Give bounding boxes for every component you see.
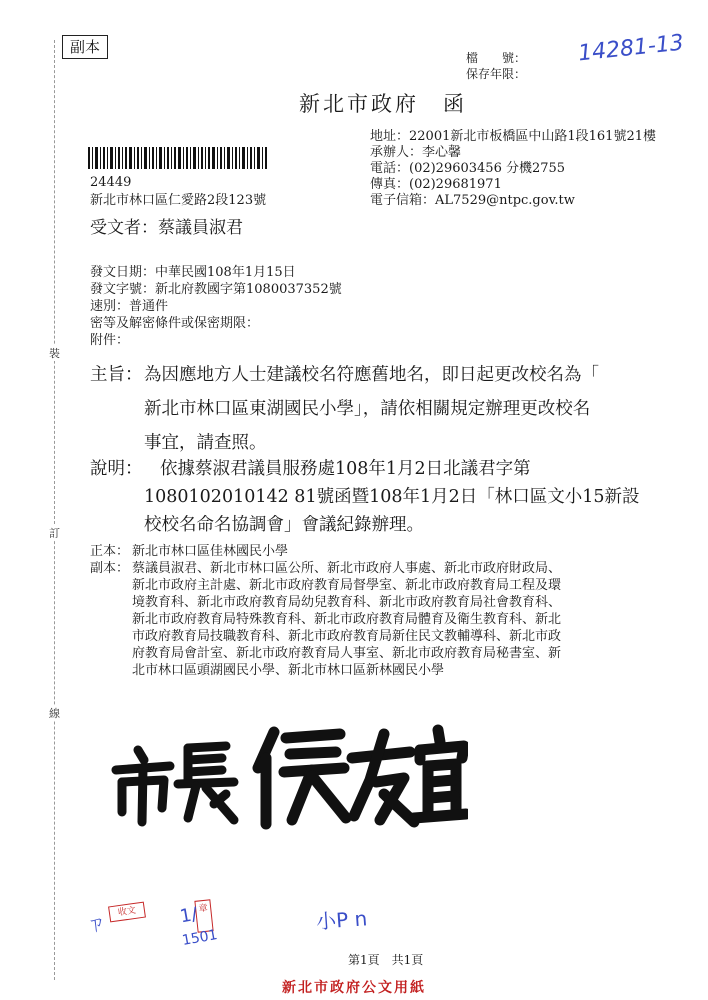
meta-secret: 密等及解密條件或保密期限： bbox=[90, 316, 260, 331]
primary-label: 正本： bbox=[90, 544, 130, 559]
subject-line-1: 為因應地方人士建議校名符應舊地名，即日起更改校名為「 bbox=[144, 365, 599, 385]
sender-email: 電子信箱：AL7529@ntpc.gov.tw bbox=[370, 193, 575, 208]
meta-speed: 速別：普通件 bbox=[90, 299, 169, 314]
page-number: 第1頁 共1頁 bbox=[348, 953, 424, 967]
copy-label: 副本 bbox=[62, 35, 108, 59]
recipient: 受文者：蔡議員淑君 bbox=[90, 218, 243, 238]
handwritten-file-no: 14281-13 bbox=[576, 30, 685, 67]
barcode-icon bbox=[88, 147, 268, 169]
red-stamp: 收文 bbox=[108, 902, 146, 923]
cc-line: 新北市政府主計處、新北市政府教育局督學室、新北市政府教育局工程及環 bbox=[132, 578, 562, 593]
explanation-line-2: 1080102010142 81號函暨108年1月2日「林口區文小15新設 bbox=[144, 487, 640, 507]
subject-label: 主旨： bbox=[90, 365, 143, 385]
cc-line: 府教育局會計室、新北市政府教育局人事室、新北市政府教育局秘書室、新 bbox=[132, 646, 562, 661]
page-title: 新北市政府 函 bbox=[299, 92, 467, 116]
cc-line: 境教育科、新北市政府教育局幼兒教育科、新北市政府教育局社會教育科、 bbox=[132, 595, 562, 610]
subject-line-3: 事宜，請查照。 bbox=[144, 433, 267, 453]
sender-phone: 電話：(02)29603456 分機2755 bbox=[370, 161, 566, 176]
margin-mark-bind: 線 bbox=[49, 707, 60, 720]
recipient-address: 新北市林口區仁愛路2段123號 bbox=[90, 193, 267, 208]
handwritten-mark: ㄗ bbox=[84, 910, 108, 938]
cc-line: 新北市政府教育局特殊教育科、新北市政府教育局體育及衛生教育科、新北 bbox=[132, 612, 562, 627]
footer-title: 新北市政府公文用紙 bbox=[282, 980, 426, 996]
cc-line: 北市林口區頭湖國民小學、新北市林口區新林國民小學 bbox=[132, 663, 445, 678]
meta-attach: 附件： bbox=[90, 333, 130, 348]
meta-date: 發文日期：中華民國108年1月15日 bbox=[90, 265, 296, 280]
margin-mark-bind: 訂 bbox=[49, 527, 60, 540]
explanation-line-3: 校校名命名協調會」會議紀錄辦理。 bbox=[144, 515, 424, 535]
red-stamp: 章 bbox=[194, 899, 213, 932]
retention-label: 保存年限： bbox=[466, 67, 527, 81]
file-no-label: 檔 號： bbox=[466, 51, 527, 65]
cc-line: 市政府教育局技職教育科、新北市政府教育局新住民文教輔導科、新北市政 bbox=[132, 629, 562, 644]
handwritten-mark: 小P n bbox=[315, 906, 368, 934]
handwritten-mark: 1/ bbox=[178, 903, 200, 928]
sender-fax: 傳真：(02)29681971 bbox=[370, 177, 502, 192]
cc-label: 副本： bbox=[90, 561, 130, 576]
primary-recipient: 新北市林口區佳林國民小學 bbox=[132, 544, 289, 559]
mayor-signature bbox=[108, 720, 468, 830]
meta-doc-no: 發文字號：新北府教國字第1080037352號 bbox=[90, 282, 342, 297]
explanation-label: 說明： bbox=[90, 459, 143, 479]
margin-mark-bind: 裝 bbox=[49, 347, 60, 360]
sender-address: 地址：22001新北市板橋區中山路1段161號21樓 bbox=[370, 129, 656, 144]
recipient-zip: 24449 bbox=[90, 175, 132, 190]
binding-line bbox=[54, 40, 55, 980]
subject-line-2: 新北市林口區東湖國民小學」，請依相關規定辦理更改校名 bbox=[144, 399, 591, 419]
sender-contact: 承辦人：李心馨 bbox=[370, 145, 462, 160]
cc-line: 蔡議員淑君、新北市林口區公所、新北市政府人事處、新北市政府財政局、 bbox=[132, 561, 562, 576]
explanation-line-1: 依據蔡淑君議員服務處108年1月2日北議君字第 bbox=[160, 459, 531, 479]
handwritten-mark: 1501 bbox=[180, 927, 219, 949]
